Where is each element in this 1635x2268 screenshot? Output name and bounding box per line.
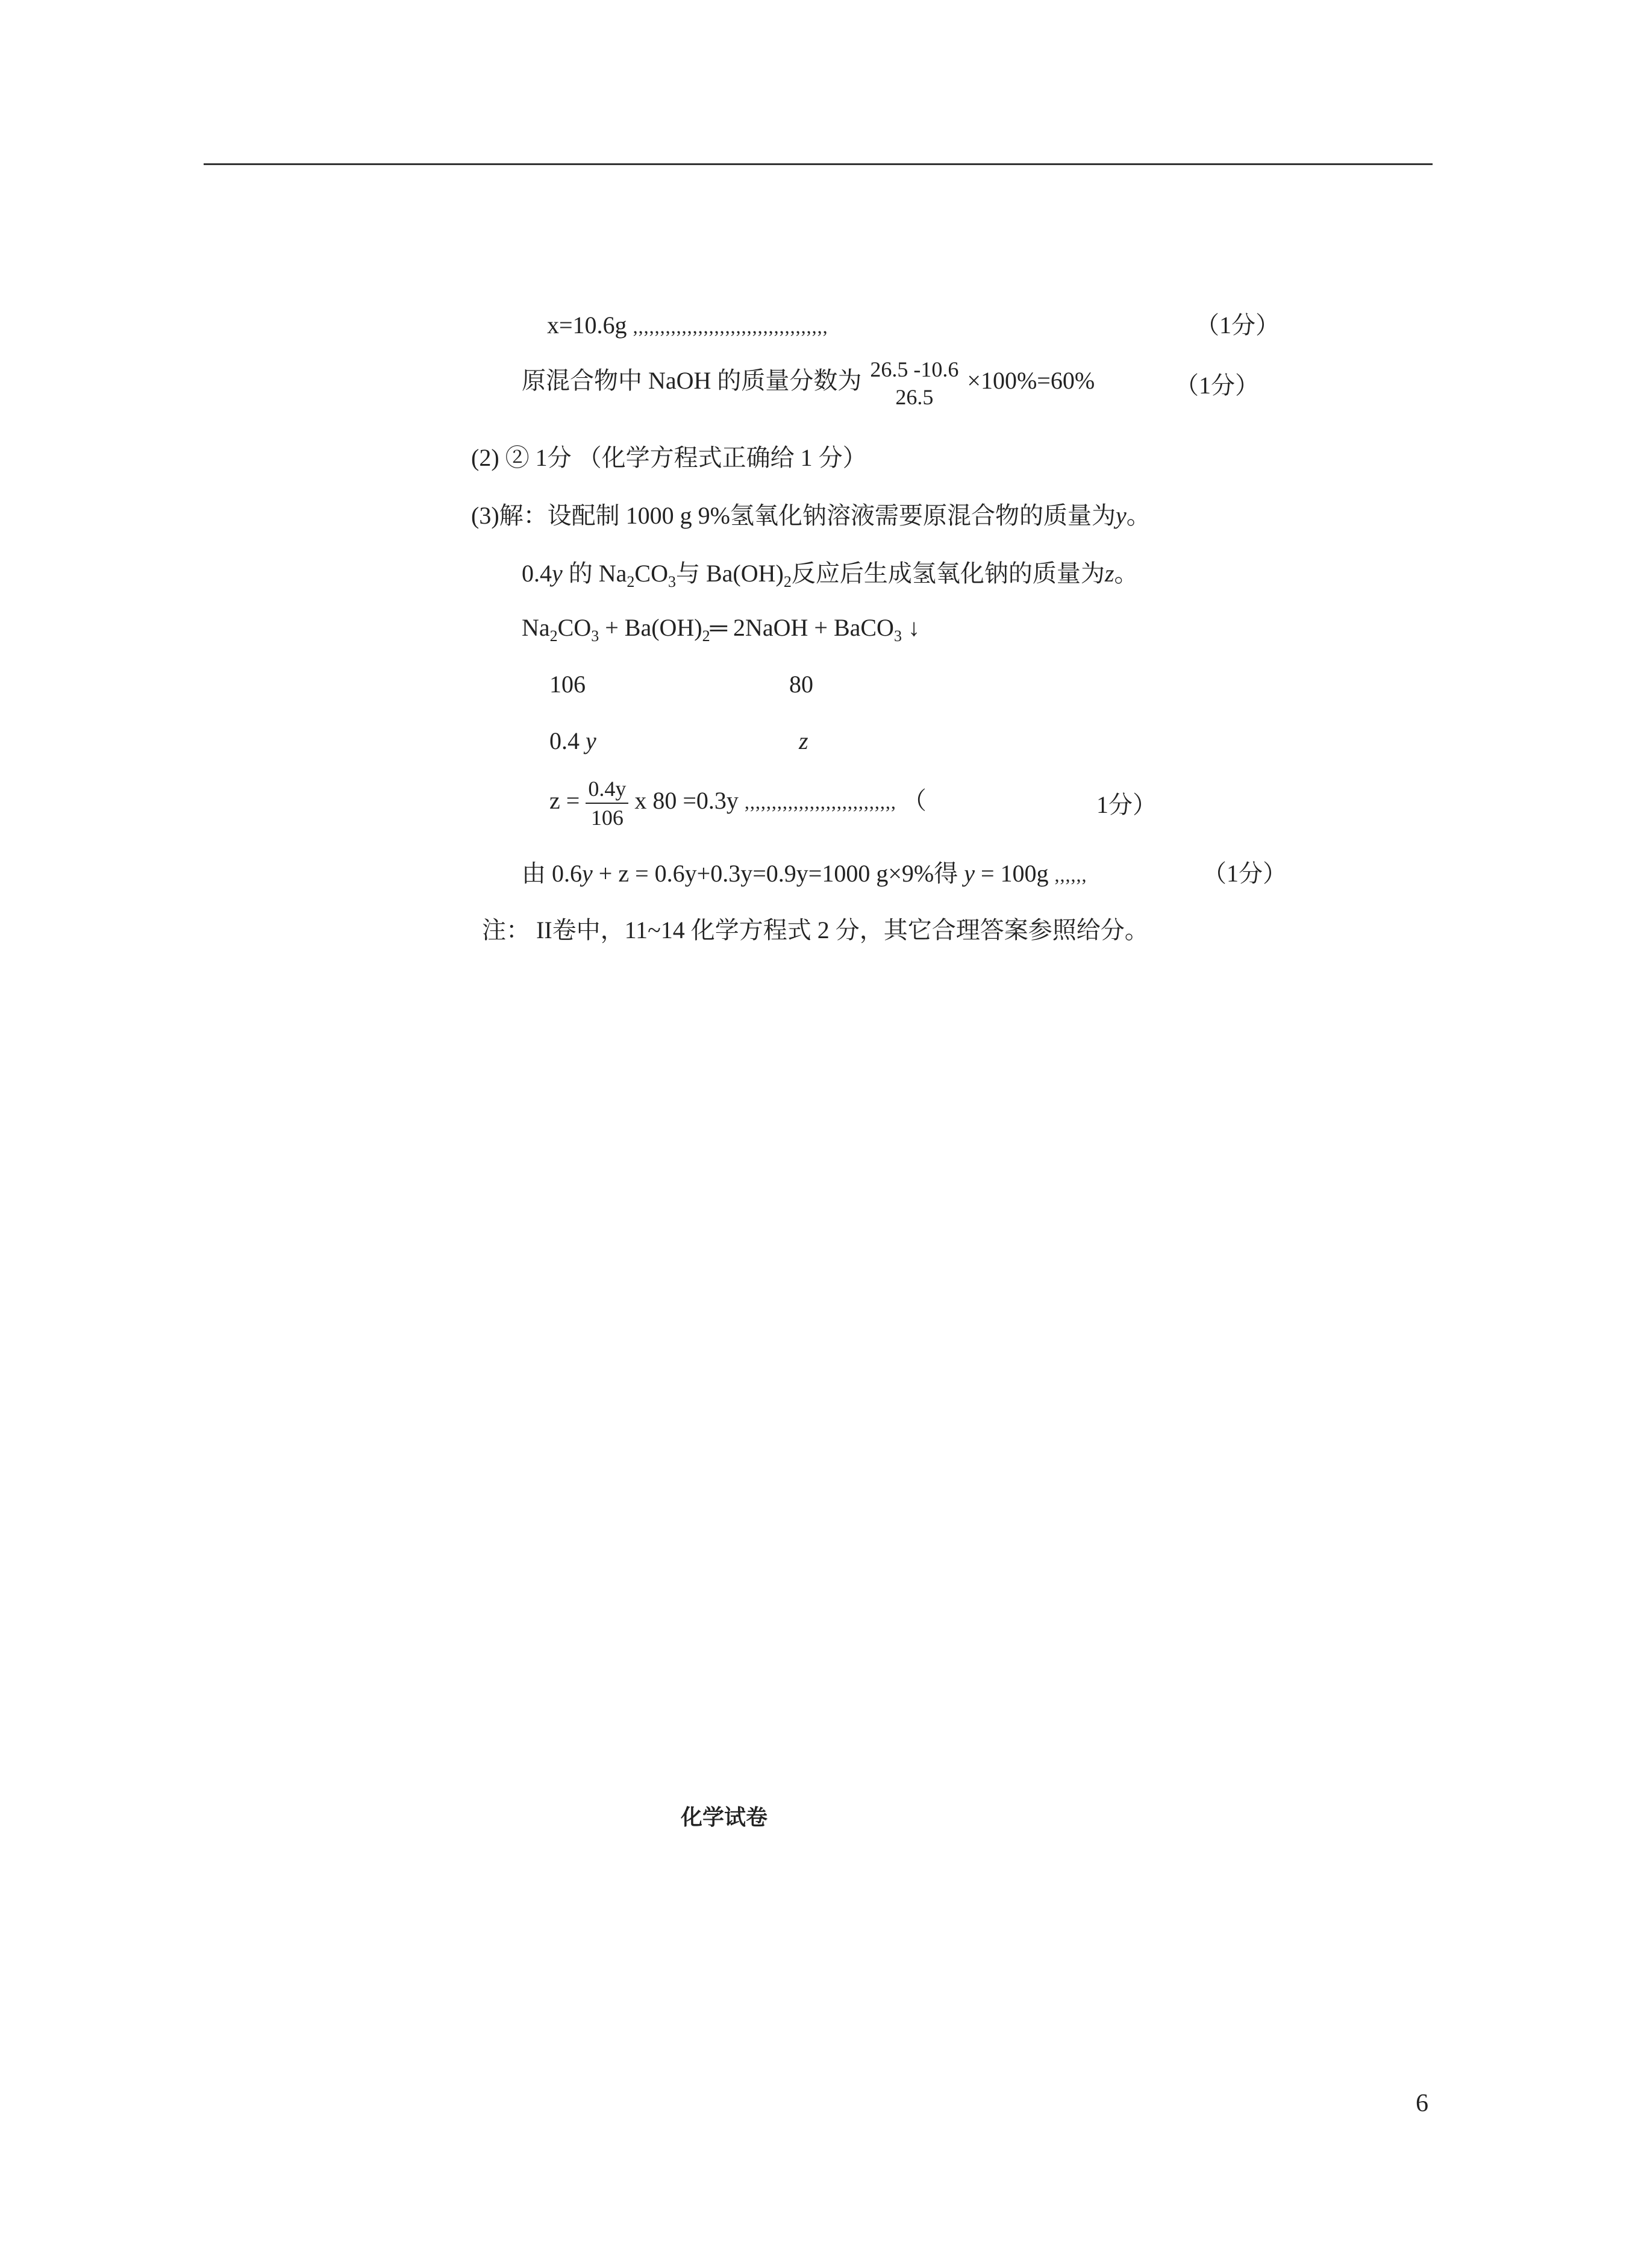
text: CO xyxy=(557,614,592,641)
line-x-result xyxy=(547,310,828,342)
mass-fraction-result: ×100%=60% xyxy=(967,367,1095,395)
fraction-numerator: 26.5 -10.6 xyxy=(870,357,959,381)
text: + z = 0.6y+0.3y=0.9y=1000 g×9%得 xyxy=(592,860,964,887)
leader-dots: ,,,,,,,,,,,,,,,,,,,,,,,,,,,, xyxy=(744,791,896,813)
var-z: z xyxy=(799,727,808,754)
fraction-numerator: 0.4y xyxy=(586,775,628,804)
header-rule xyxy=(204,163,1433,165)
z-result: x 80 =0.3y xyxy=(634,787,739,815)
page-number: 6 xyxy=(1416,2090,1428,2117)
var-y: y xyxy=(582,860,593,887)
footer-title: 化学试卷 xyxy=(681,1805,768,1830)
subscript: 2 xyxy=(702,627,710,645)
fraction-naoh xyxy=(868,356,961,411)
fraction-z xyxy=(586,775,628,832)
score-4: （1分） xyxy=(1202,860,1287,887)
text: 反应后生成氢氧化钠的质量为 xyxy=(791,560,1105,587)
line-definition-z xyxy=(522,558,1138,598)
text: 的 Na xyxy=(562,560,627,587)
note-line: 注： II卷中，11~14 化学方程式 2 分，其它合理答案参照给分。 xyxy=(482,916,1149,944)
mass-04y xyxy=(549,725,596,757)
line-part-3 xyxy=(471,500,1151,531)
line-part-2: (2) ② 1分 （化学方程式正确给 1 分） xyxy=(471,444,867,471)
text: 与 Ba(OH) xyxy=(675,560,784,587)
var-y: y xyxy=(964,860,975,887)
var-y: y xyxy=(552,560,563,587)
var-z: z xyxy=(1104,560,1114,587)
subscript: 2 xyxy=(627,573,635,590)
score-1: （1分） xyxy=(1195,312,1280,339)
chemical-equation xyxy=(522,612,920,652)
subscript: 3 xyxy=(893,627,902,645)
score-3: 1分） xyxy=(1096,791,1157,818)
text: + Ba(OH) xyxy=(599,614,702,641)
coef: 0.4 xyxy=(522,560,552,587)
molar-mass-106: 106 xyxy=(549,671,586,698)
leader-dots: ,,,,,,,,,,,,,,,,,,,,,,,,,,,,,,,,,,,, xyxy=(633,316,828,337)
text: Na xyxy=(522,614,550,641)
text: ═ 2NaOH + BaCO xyxy=(710,614,894,641)
subscript: 3 xyxy=(667,573,676,590)
part-3-text: (3)解：设配制 1000 g 9%氢氧化钠溶液需要原混合物的质量为 xyxy=(471,502,1116,529)
text: 由 0.6 xyxy=(522,860,582,887)
var-y: y xyxy=(586,727,596,754)
line-z-calc xyxy=(549,775,927,832)
coef: 0.4 xyxy=(549,727,580,754)
var-y: y xyxy=(1115,502,1127,529)
mass-fraction-label: 原混合物中 NaOH 的质量分数为 xyxy=(522,367,862,395)
leader-dots: ,,,,,, xyxy=(1054,864,1087,886)
period: 。 xyxy=(1114,560,1139,587)
line-solve-y xyxy=(522,858,1087,891)
subscript: 2 xyxy=(783,573,792,590)
open-paren: （ xyxy=(902,787,927,815)
fraction-denominator: 26.5 xyxy=(895,385,934,409)
subscript: 2 xyxy=(549,627,558,645)
x-value: x=10.6g xyxy=(547,312,627,339)
text: CO xyxy=(634,560,668,587)
score-2: （1分） xyxy=(1175,372,1259,399)
subscript: 3 xyxy=(591,627,599,645)
molar-mass-80: 80 xyxy=(789,671,813,698)
precipitate-arrow: ↓ xyxy=(901,614,920,641)
period: 。 xyxy=(1126,502,1151,529)
z-equals: z = xyxy=(549,787,580,815)
fraction-denominator: 106 xyxy=(590,806,624,830)
y-result: = 100g xyxy=(974,860,1049,887)
mass-z xyxy=(799,725,808,757)
line-mass-fraction xyxy=(522,356,1095,411)
